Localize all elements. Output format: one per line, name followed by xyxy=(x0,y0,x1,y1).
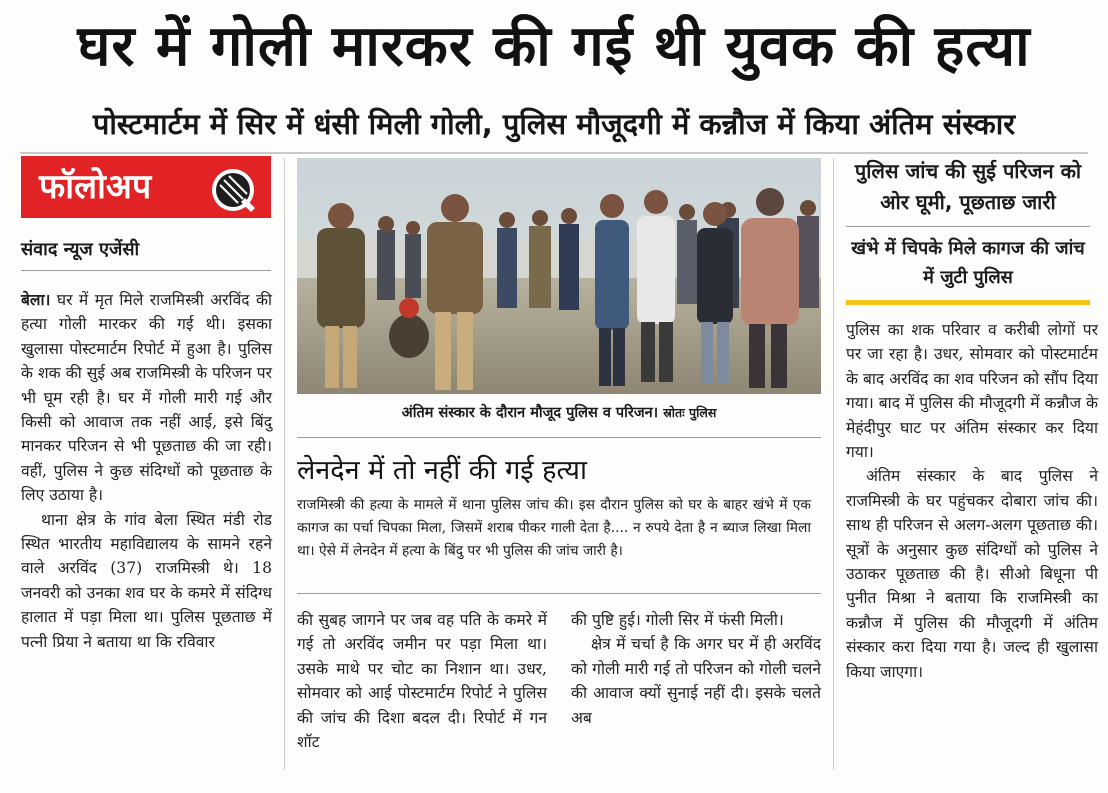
paragraph: थाना क्षेत्र के गांव बेला स्थित मंडी रोड स्थित भारतीय महाविद्यालय के सामने रहने वाले अरविंद (37) राजमिस्त्री थे। 18 जनवरी को उनका शव घर के कमरे में संदिग्ध हालात में पड़ा मिला था। पुलिस पूछताछ में पत्नी प्रिया ने बताया था कि रविवार xyxy=(21,510,272,651)
sidebar-heading-2: खंभे में चिपके मिले कागज की जांच में जुटी पुलिस xyxy=(851,238,1085,288)
accent-bar xyxy=(846,300,1090,305)
divider xyxy=(297,437,821,438)
paragraph xyxy=(21,288,272,508)
divider xyxy=(846,226,1090,227)
divider xyxy=(20,152,1088,154)
column-divider xyxy=(833,158,834,770)
logo-text: फॉलोअप xyxy=(39,167,152,207)
paragraph: की पुष्टि हुई। गोली सिर में फंसी मिली। xyxy=(571,611,784,629)
column-divider xyxy=(284,158,285,770)
paragraph: की सुबह जागने पर जब वह पति के कमरे में गई तो अरविंद जमीन पर पड़ा मिला था। उसके माथे पर चोट का निशान था। उधर, सोमवार को आई पोस्टमार्टम रिपोर्ट ने पुलिस की जांच की दिशा बदल दी। रिपोर्ट में गन शॉट xyxy=(297,611,547,752)
subheadline: पोस्टमार्टम में सिर में धंसी मिली गोली, पुलिस मौजूदगी में कन्नौज में किया अंतिम संस्कार xyxy=(92,107,1016,141)
divider xyxy=(297,593,821,594)
microphone-icon xyxy=(211,168,255,212)
divider xyxy=(21,270,271,271)
article-column-1 xyxy=(21,288,272,654)
box-heading: लेनदेन में तो नहीं की गई हत्या xyxy=(297,455,587,486)
headline: घर में गोली मारकर की गई थी युवक की हत्या xyxy=(77,14,1031,79)
paragraph: पुलिस का शक परिवार व करीबी लोगों पर पर जा रहा है। उधर, सोमवार को पोस्टमार्टम के बाद अरविंद का शव परिजन को सौंप दिया गया। बाद में पुलिस की मौजूदगी में कन्नौज के मेहंदीपुर घाट पर अंतिम संस्कार कर दिया गया। xyxy=(846,321,1098,462)
followup-logo xyxy=(21,156,271,218)
article-column-4 xyxy=(846,318,1098,684)
news-photo xyxy=(297,158,821,394)
paragraph: अंतिम संस्कार के बाद पुलिस ने राजमिस्त्री के घर पहुंचकर दोबारा जांच की। साथ ही परिजन से अलग-अलग पूछताछ की। सूत्रों के अनुसार कुछ संदिग्धों को पुलिस ने उठाकर पूछताछ की है। सीओ बिधूना पी पुनीत मिश्रा ने बताया कि राजमिस्त्री का कन्नौज में पुलिस की मौजूदगी में अंतिम संस्कार करा दिया गया है। जल्द ही खुलासा किया जाएगा। xyxy=(846,467,1098,681)
photo-source: स्रोतः पुलिस xyxy=(663,405,717,420)
dateline: बेला। xyxy=(21,290,51,309)
paragraph-text: घर में मृत मिले राजमिस्त्री अरविंद की हत्या गोली मारकर की गई थी। इसका खुलासा पोस्टमार्टम रिपोर्ट में हुआ है। पुलिस के शक की सुई अब राजमिस्त्री के परिजन पर भी घूम रही है। घर में गोली मारी गई और किसी को आवाज तक नहीं आई, इसे बिंदु मानकर परिजन से भी पूछताछ की जा रही। वहीं, पुलिस ने कुछ संदिग्धों को पूछताछ के लिए उठाया है। xyxy=(21,291,272,505)
caption-text: अंतिम संस्कार के दौरान मौजूद पुलिस व परिजन। xyxy=(401,405,659,421)
sidebar-heading-1: पुलिस जांच की सुई परिजन को ओर घूमी, पूछताछ जारी xyxy=(854,159,1082,214)
article-column-2 xyxy=(297,608,547,754)
article-column-3 xyxy=(571,608,821,730)
photo-illustration xyxy=(297,158,821,394)
byline: संवाद न्यूज एजेंसी xyxy=(21,239,140,260)
box-text: राजमिस्त्री की हत्या के मामले में थाना पुलिस जांच की। इस दौरान पुलिस को घर के बाहर खंभे में एक कागज का पर्चा चिपका मिला, जिसमें शराब पीकर गाली देता है.... न रुपये देता है न ब्याज लिखा मिला था। ऐसे में लेनदेन में हत्या के बिंदु पर भी पुलिस की जांच जारी है। xyxy=(297,497,811,559)
photo-caption xyxy=(297,402,821,424)
paragraph: क्षेत्र में चर्चा है कि अगर घर में ही अरविंद को गोली मारी गई तो परिजन को गोली चलने की आवाज क्यों सुनाई नहीं दी। इसके चलते अब xyxy=(571,635,821,727)
